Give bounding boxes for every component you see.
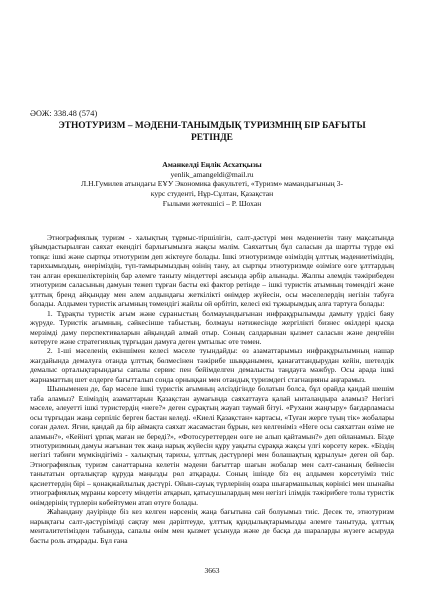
author-block [30,160,394,209]
paragraph: Этнографиялық туризм - халықтың тұрмыс-тіршілігін, салт-дәстүрі мен мәдениетін тану мақсатында ұйымдастырылған саяхат екендігі барлығымызға жақсы мәлім. Саяхаттың бұл саласын да шартты түрде екі топқа: ішкі және сыртқы этнотуризм деп жіктеуге болады. Ішкі этнотуризмде өзіміздің ұлттық мәдениетіміздің, тарихымыздың, өнеріміздің, түп-тамырымыздың өзінің тану, ал сыртқы этнотуризмде өзімізге өзге ұлттардың тән алған ерекшеліктерінің бар әлемге таныту міндеттері аясында әрбір алынады. Жалпы әлемдік тәжірибеден этнотуризм саласының дамуын тежеп тұрған басты екі фактор ретінде – ішкі туристік атымның төмендігі және ұлттық бренд айқындау мен әлем алдындағы жеткілікті өнімдер жүйесін, осы мәселелердің негізін табуға болады. Алдымен туристік ағымның төмендігі жайлы ой өрбітіп, келесі екі тұжырымдық алға тартуға болады: [30,233,394,309]
title-line-1: ЭТНОТУРИЗМ – МӘДЕНИ-ТАНЫМДЫҚ ТУРИЗМНІҢ БІР БАҒЫТЫ [58,121,366,131]
title-line-2: РЕТІНДЕ [191,132,233,143]
affiliation-line-2: курс студенті, Нұр-Сұлтан, Қазақстан [150,189,274,199]
author-name: Аманкелді Еңлік Асхатқызы [162,160,262,169]
paragraph: Жаһандану дәуірінде біз кез келген нәрсенің жаңа бағытына сай болуымыз тиіс. Десек те, этнотуризм нарықтағы салт-дәстүрімізді сақтау мен дәріптеуде, ұлттық құндылықтарымызды әлемге танытуда, ұлттық менталитетімізден табынуда, сапалы өнім мен қызмет ұсынуда және де басқа да шараларды жүзеге асыруда басты роль атқарады. Бұл ғана [30,507,394,545]
paragraph: 1. Тұрақты туристік ағым және сұраныстың болмауындығынан инфрақұрылымды дамыту үрдісі баяу жүруде. Туристік ағымның, сәйкесінше табыстың, болмауы нәтижесінде жергілікті бизнес өкілдері қысқа мерзімді даму перспективаларын айқындай алмай отыр. Соның салдарынан қызмет саласын және деңгейін көтеруге және стратегиялық тұрғыдан дамуға деген ұмтылыс өте төмен. [30,308,394,346]
paragraph: Шыныменен де, бар мәселе ішкі туристік ағымның әлсіздігінде болатын болса, бұл орайда қандай шешім таба аламыз? Еліміздің азаматтарын Қазақстан аумағында саяхаттауға қалай ынталандыра аламыз? Негізгі мәселе, әлеуетті ішкі туристердің «неге?» деген сұрақтың жауап таумай бітуі. «Рухани жаңғыру» бағдарламасы осы тұрғыдан жаңа серпіліс берген бастан келеді. «Киелі Қазақстан» картасы, «Туған жерге туың тік» жобалары соған дәлел. Яғни, қандай да бір аймақта саяхат жасамастан бұрын, кез келгеніміз «Неге осы саяхаттан өзіме не аламын?», «Кейінгі ұрпақ маған не береді?», «Фотосуреттерден өзге не алып қайтамын?» деп ойланамыз. Бізде этнотуризмның дамуы жағынан тек жаңа нарық жүйесін құру уақыты сұраққа жақсы үлгі көрсету керек. «Біздің негізгі табиғи мүмкіндігіміз - халықтың тарихы, ұлттық дәстүрлері мен болашақтың құрылуы» деген ой бар. Этнографиялық туризм санаттарына келетін мәдени бағыттар шағын жобалар мен салт-сананың бейнесін танытатын орталықтар құруда маңызды рөл атқарады. Соның ішінде біз ең алдымен көрсетуіміз тиіс қасиеттердің бірі – қонақжайлылық дәстүрі. Ойын-сауық түрлерінің өзара шығармашылық көрінісі мен шынайы этнографиялық мұраны көрсету міндетін атқарып, қатысушылардың мен негізгі ілімдік тәжірибеге толы туристік өнімдерінің түрлерін көбейтумен атап өтуге болады. [30,384,394,507]
article-title [30,121,394,144]
udk-code: ӘОЖ: 338.48 (574) [30,109,98,118]
author-email[interactable]: yenlik_amangeldi@mail.ru [170,169,254,179]
paragraph: 2. 1-ші мәселенің екіншімен келесі мәселе туындайды: өз азаматтарымыз инфрақұрылымның нашар жағдайында демалуға отанда ұлттық бөлмесінен тәжірибе шыққанымен, қанағаттандырудан кейін, шетелдік демалыс орталықтарындағы сапалы сервис пен бейімделген демалысты таңдауға мәжбүр. Осы арада ішкі жарнаматтың шет елдерге бағытталып сонда орныққан мен отандық туризмдегі стагнацияны аңғарамыз. [30,346,394,384]
supervisor: Ғылыми жетекшісі – Р. Шохан [162,198,262,208]
page-number: 3663 [204,566,220,575]
affiliation-line-1: Л.Н.Гумилев атындағы ЕҰУ Экономика факультеті, «Туризм» мамандығының 3- [81,179,343,189]
article-body [30,233,394,558]
